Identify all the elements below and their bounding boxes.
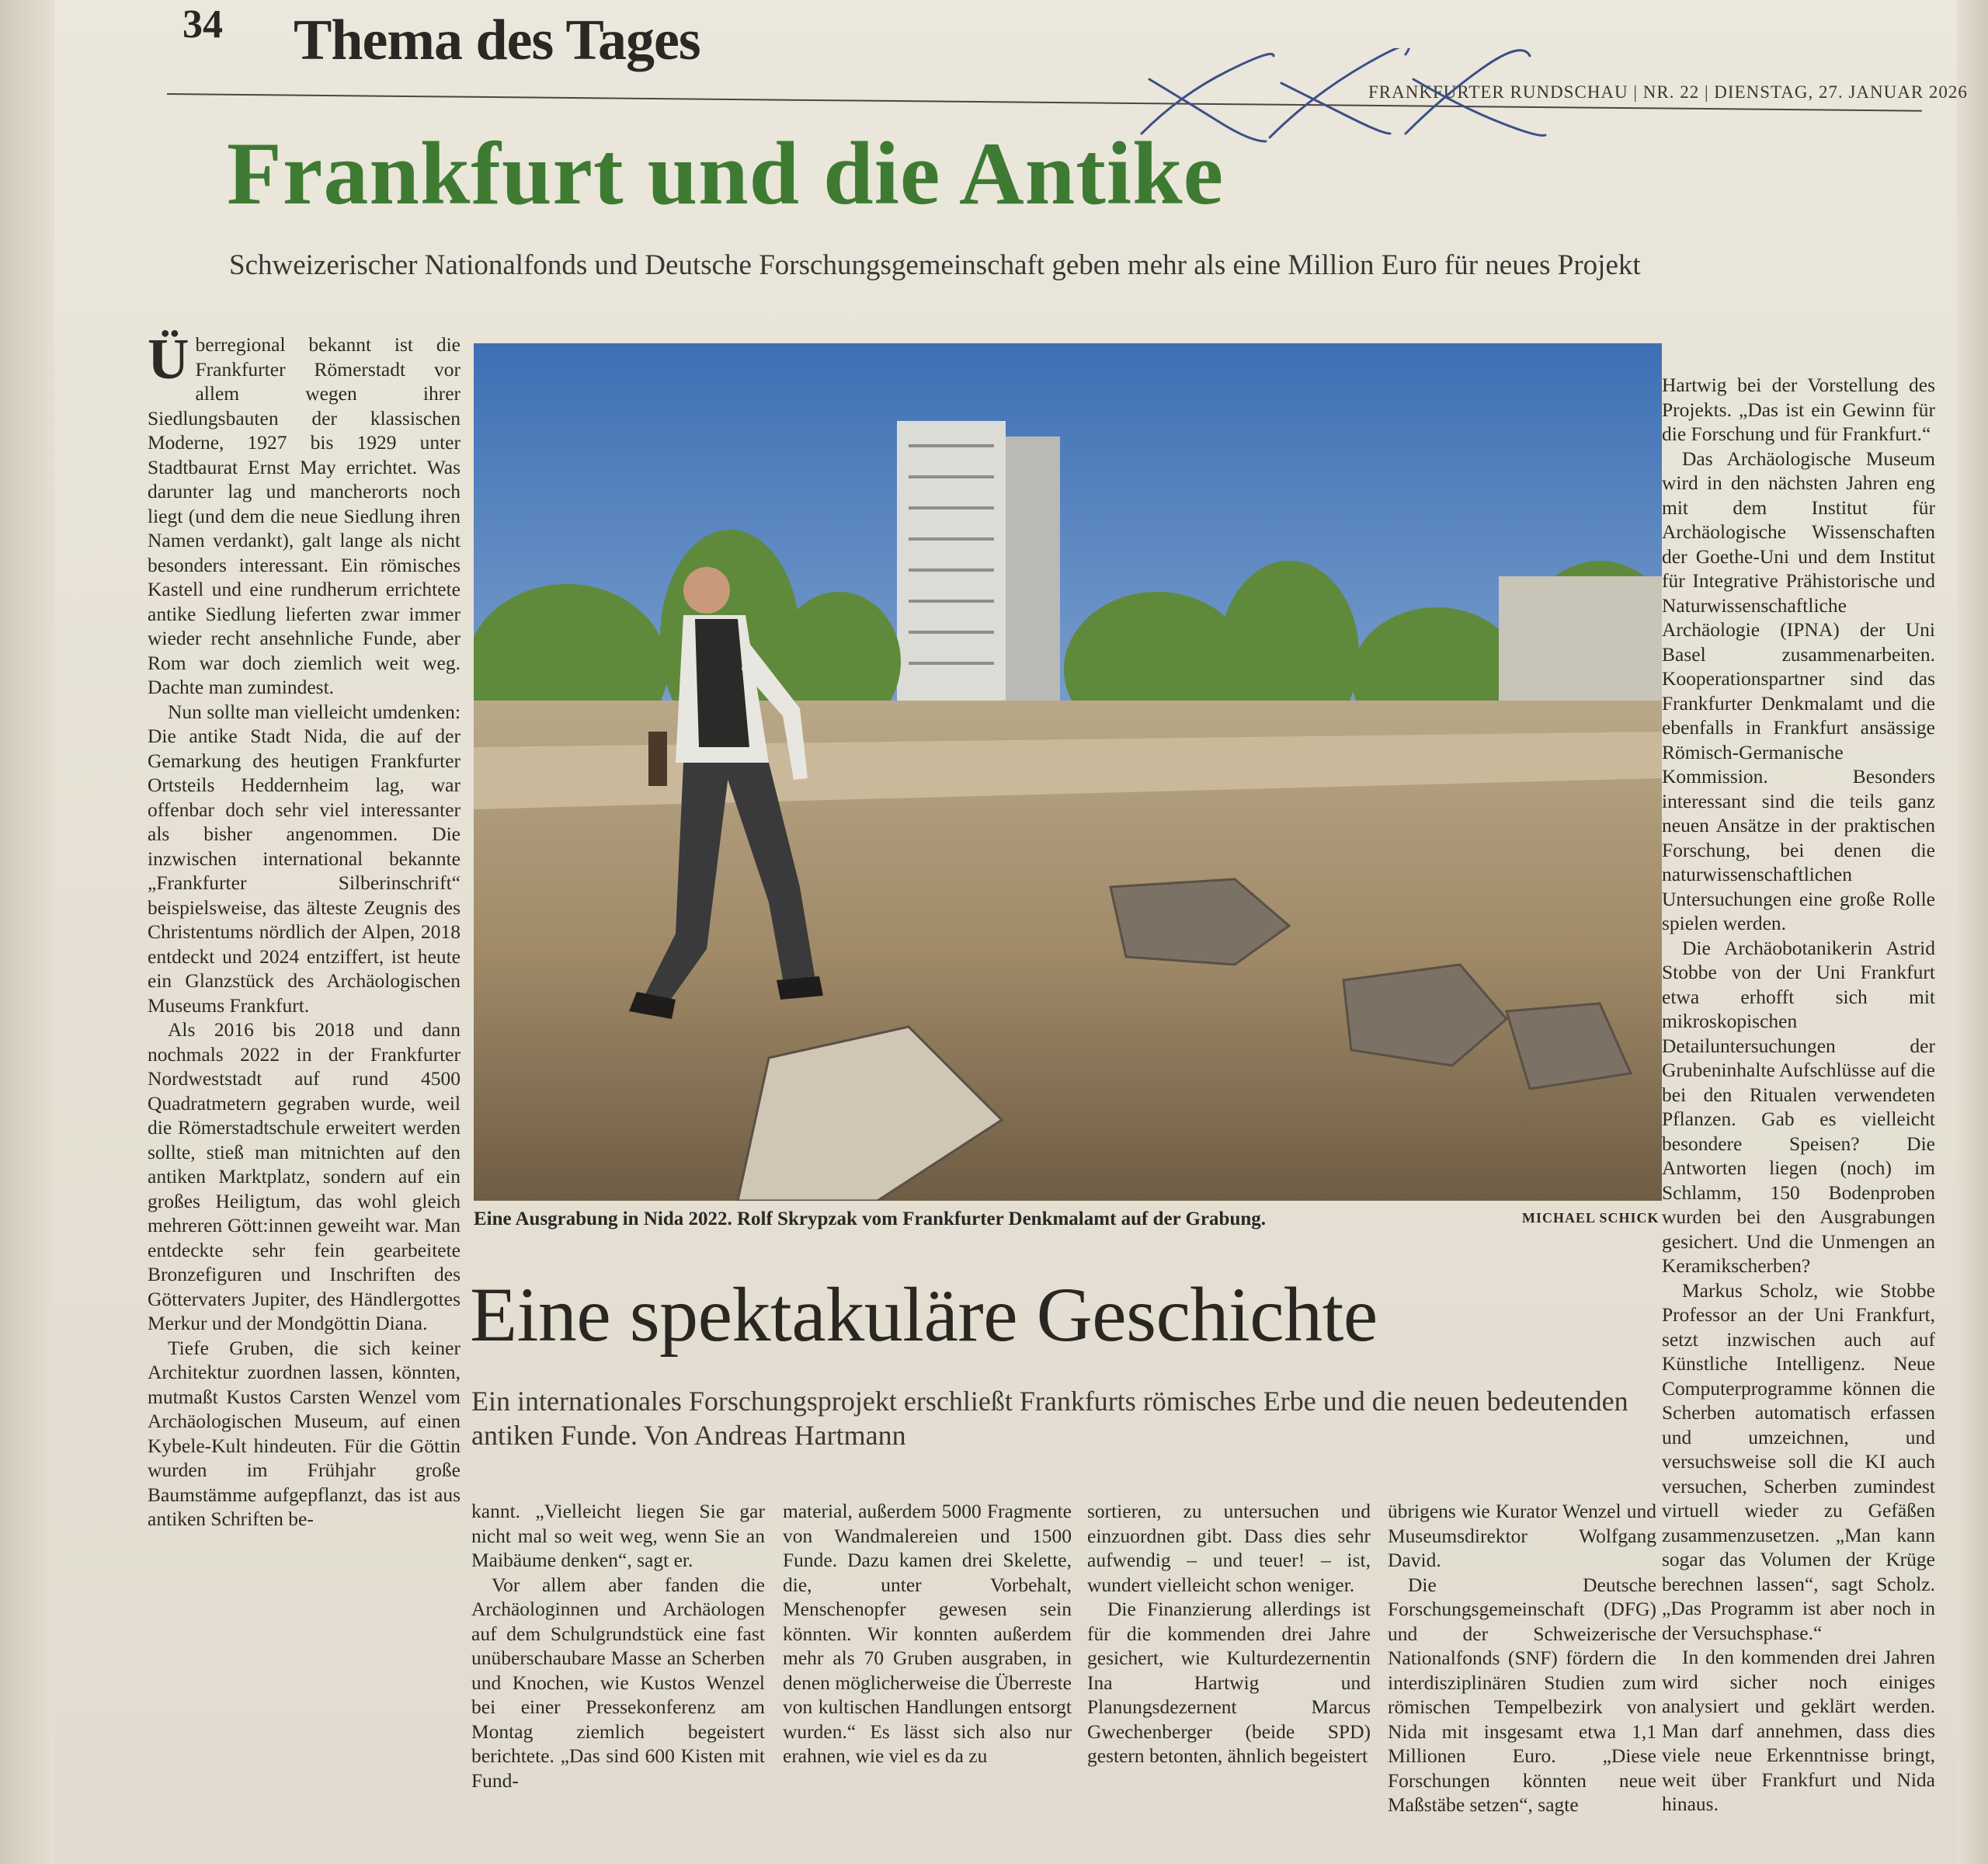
sub-headline: Schweizerischer Nationalfonds und Deutsche Forschungsgemeinschaft geben mehr als eine Million Euro für neues Projekt xyxy=(229,249,1641,281)
article-column-right xyxy=(1662,373,1935,1817)
second-headline: Eine spektakuläre Geschichte xyxy=(470,1271,1378,1358)
paragraph: Nun sollte man vielleicht umdenken: Die antike Stadt Nida, die auf der Gemarkung des heutigen Frankfurter Ortsteils Heddernheim lag, war offenbar doch sehr viel interessanter als bisher angenommen. Die inzwischen international bekannte „Frankfurter Silberinschrift“ beispielsweise, das älteste Zeugnis des Christentums nördlich der Alpen, 2018 entdeckt und 2024 entziffert, ist heute ein Glanzstück des Archäologischen Museums Frankfurt. xyxy=(148,700,461,1017)
paragraph: Die Deutsche Forschungsgemeinschaft (DFG) und der Schweizerische Nationalfonds (SNF) fördern die interdisziplinären Studien zum römischen Tempelbezirk von Nida mit insgesamt etwa 1,1 Millionen Euro. „Diese Forschungen könnten neue Maßstäbe setzen“, sagte xyxy=(1388,1573,1656,1816)
article-column-b1 xyxy=(471,1499,765,1793)
paragraph: Die Archäobotanikerin Astrid Stobbe von der Uni Frankfurt etwa erhofft sich mit mikroskopischen Detailuntersuchungen der Grubeninhalte Aufschlüsse auf die bei den Ritualen verwendeten Pflanzen. Gab es vielleicht besondere Speisen? Die Antworten liegen (noch) im Schlamm, 150 Bodenproben wurden bei den Ausgrabungen gesichert. Und die Unmengen an Keramikscherben? xyxy=(1662,936,1935,1277)
paragraph: Hartwig bei der Vorstellung des Projekts. „Das ist ein Gewinn für die Forschung und für Frankfurt.“ xyxy=(1662,374,1935,445)
article-column-b3 xyxy=(1087,1499,1371,1768)
article-column-b2 xyxy=(783,1499,1072,1768)
paragraph: In den kommenden drei Jahren wird sicher noch einiges analysiert und geklärt werden. Man darf annehmen, dass dies viele neue Erkenntnisse bringt, weit über Frankfurt und Nida hinaus. xyxy=(1662,1646,1935,1815)
paragraph: material, außerdem 5000 Fragmente von Wandmalereien und 1500 Funde. Dazu kamen drei Skelette, die, unter Vorbehalt, Menschenopfer gewesen sein könnten. Wir konnten außerdem mehr als 70 Gruben ausgraben, in denen möglicherweise die Überreste von kultischen Handlungen entsorgt wurden.“ Es lässt sich also nur erahnen, wie viel es da zu xyxy=(783,1500,1072,1767)
paragraph: Die Finanzierung allerdings ist für die kommenden drei Jahre gesichert, wie Kulturdezernentin Ina Hartwig und Planungsdezernent Marcus Gwechenberger (beide SPD) gestern betonten, ähnlich begeistert xyxy=(1087,1598,1371,1767)
paragraph: Vor allem aber fanden die Archäologinnen und Archäologen auf dem Schulgrundstück eine fast unüberschaubare Masse an Scherben und Knochen, wie Kustos Wenzel bei einer Pressekonferenz am Montag ziemlich begeistert berichtete. „Das sind 600 Kisten mit Fund- xyxy=(471,1573,765,1792)
drop-cap: Ü xyxy=(148,328,189,391)
masthead-meta: FRANKFURTER RUNDSCHAU | NR. 22 | DIENSTAG, 27. JANUAR 2026 xyxy=(1368,82,1968,102)
paragraph: Überregional bekannt ist die Frankfurter Römerstadt vor allem wegen ihrer Siedlungsbauten der klassischen Moderne, 1927 bis 1929 unter Stadtbaurat Ernst May errichtet. Was darunter lag und mancherorts noch liegt (und dem die neue Siedlung ihren Namen verdankt), galt lange als nicht besonders interessant. Ein römisches Kastell und eine rundherum errichtete antike Siedlung lieferten zwar immer wieder recht ansehnliche Funde, aber Rom war doch ziemlich weit weg. Dachte man zumindest. xyxy=(148,328,461,698)
paragraph: Das Archäologische Museum wird in den nächsten Jahren eng mit dem Institut für Archäologische Wissenschaften der Goethe-Uni und dem Institut für Integrative Prähistorische und Naturwissenschaftliche Archäologie (IPNA) der Uni Basel zusammenarbeiten. Kooperationspartner sind das Frankfurter Denkmalamt und die ebenfalls in Frankfurt ansässige Römisch-Germanische Kommission. Besonders interessant sind die teils ganz neuen Ansätze in der praktischen Forschung, bei denen die naturwissenschaftlichen Untersuchungen eine große Rolle spielen werden. xyxy=(1662,447,1935,934)
paragraph: Markus Scholz, wie Stobbe Professor an der Uni Frankfurt, setzt inzwischen auch auf Künstliche Intelligenz. Neue Computerprogramme können die Scherben automatisch erfassen und umzeichnen, und versuchsweise soll die KI auch versuchen, Scherben zumindest virtuell wieder zu Gefäßen zusammenzusetzen. „Man kann sogar das Volumen der Krüge berechnen lassen“, sagt Scholz. „Das Programm ist aber noch in der Versuchsphase.“ xyxy=(1662,1278,1935,1644)
main-headline: Frankfurt und die Antike xyxy=(227,124,1225,224)
deck-text: Ein internationales Forschungsprojekt erschließt Frankfurts römisches Erbe und die neuen bedeutenden antiken Funde. Von Andreas Hartmann xyxy=(471,1386,1628,1451)
excavation-scene xyxy=(474,343,1662,1201)
page-shadow-right xyxy=(1957,0,1988,1864)
article-column-1 xyxy=(148,328,461,1532)
paragraph: Tiefe Gruben, die sich keiner Architektur zuordnen lassen, könnten, mutmaßt Kustos Carsten Wenzel vom Archäologischen Museum, auf einen Kybele-Kult hindeuten. Für die Göttin wurden im Frühjahr große Baumstämme aufgepflanzt, das ist aus antiken Schriften be- xyxy=(148,1336,461,1530)
paragraph: sortieren, zu untersuchen und einzuordnen gibt. Dass dies sehr aufwendig – und teuer! – ist, wundert vielleicht schon weniger. xyxy=(1087,1500,1371,1596)
article-column-b4 xyxy=(1388,1499,1656,1817)
page-shadow-left xyxy=(0,0,54,1864)
paragraph: Als 2016 bis 2018 und dann nochmals 2022 in der Frankfurter Nordweststadt auf rund 4500 Quadratmetern gegraben wurde, weil die Römerstadtschule erweitert werden sollte, stieß man mitnichten auf den antiken Marktplatz, sondern auf ein großes Heiligtum, das wohl gleich mehreren Gött:innen geweiht war. Man entdeckte sehr fein gearbeitete Bronzefiguren und Inschriften des Göttervaters Jupiter, des Händlergottes Merkur und der Mondgöttin Diana. xyxy=(148,1018,461,1334)
page-number: 34 xyxy=(182,2,223,47)
photo-credit: MICHAEL SCHICK xyxy=(1522,1210,1660,1226)
photo-caption: Eine Ausgrabung in Nida 2022. Rolf Skrypzak vom Frankfurter Denkmalamt auf der Grabung. xyxy=(474,1208,1267,1229)
paragraph: übrigens wie Kurator Wenzel und Museumsdirektor Wolfgang David. xyxy=(1388,1500,1656,1571)
excavation-photo xyxy=(474,343,1662,1201)
paragraph: kannt. „Vielleicht liegen Sie gar nicht mal so weit weg, wenn Sie an Maibäume denken“, sagt er. xyxy=(471,1500,765,1571)
section-title: Thema des Tages xyxy=(294,9,700,72)
